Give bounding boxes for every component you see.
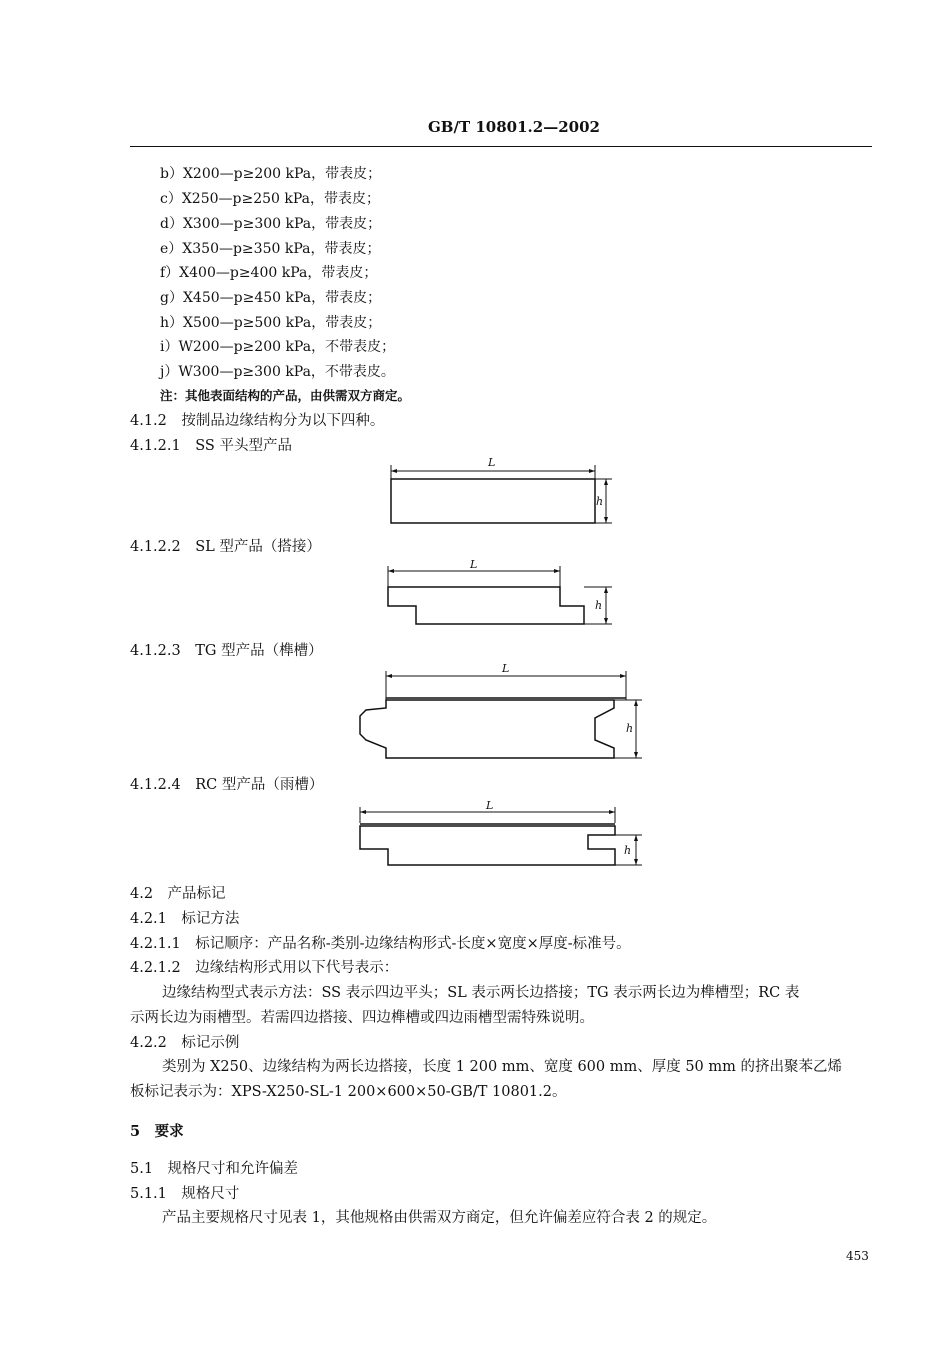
section-5-1-1: 5.1.1 规格尺寸 — [130, 1186, 240, 1202]
note: 注：其他表面结构的产品，由供需双方商定。 — [160, 388, 411, 403]
header-rule — [130, 146, 872, 147]
list-item: f）X400—p≥400 kPa，带表皮； — [160, 265, 378, 281]
list-item: e）X350—p≥350 kPa，带表皮； — [160, 241, 381, 257]
sl-profile-figure — [380, 555, 620, 630]
section-4-2-1: 4.2.1 标记方法 — [130, 911, 240, 927]
paragraph: 类别为 X250、边缘结构为两长边搭接，长度 1 200 mm、宽度 600 mm、厚度 50 mm 的挤出聚苯乙烯 — [162, 1059, 843, 1075]
rc-profile-figure — [350, 795, 650, 870]
list-item: j）W300—p≥300 kPa，不带表皮。 — [160, 364, 395, 380]
tg-profile-figure — [350, 660, 650, 765]
sl-length-label: L — [470, 558, 478, 571]
paragraph: 产品主要规格尺寸见表 1，其他规格由供需双方商定，但允许偏差应符合表 2 的规定。 — [162, 1210, 717, 1226]
list-item: d）X300—p≥300 kPa，带表皮； — [160, 216, 382, 232]
page-number: 453 — [846, 1249, 869, 1263]
sl-height-label: h — [595, 599, 603, 612]
section-4-1-2-2: 4.1.2.2 SL 型产品（搭接） — [130, 539, 321, 555]
section-5-1: 5.1 规格尺寸和允许偏差 — [130, 1161, 299, 1177]
section-4-2-2: 4.2.2 标记示例 — [130, 1035, 240, 1051]
tg-height-label: h — [626, 722, 634, 735]
paragraph: 板标记表示为：XPS-X250-SL-1 200×600×50-GB/T 10801.2。 — [130, 1084, 567, 1100]
ss-length-label: L — [488, 456, 496, 469]
rc-length-label: L — [486, 799, 494, 812]
list-item: b）X200—p≥200 kPa，带表皮； — [160, 166, 382, 182]
list-item: c）X250—p≥250 kPa，带表皮； — [160, 191, 381, 207]
section-4-1-2-1: 4.1.2.1 SS 平头型产品 — [130, 438, 292, 454]
section-5: 5 要求 — [130, 1123, 184, 1140]
tg-length-label: L — [502, 662, 510, 675]
list-item: g）X450—p≥450 kPa，带表皮； — [160, 290, 382, 306]
standard-header: GB/T 10801.2—2002 — [428, 118, 600, 136]
ss-profile-figure — [380, 455, 620, 535]
paragraph: 边缘结构型式表示方法：SS 表示四边平头；SL 表示两长边搭接；TG 表示两长边为榫槽型；RC 表 — [162, 985, 800, 1001]
section-4-2-1-1: 4.2.1.1 标记顺序：产品名称-类别-边缘结构形式-长度×宽度×厚度-标准号。 — [130, 936, 631, 952]
section-4-2: 4.2 产品标记 — [130, 886, 226, 902]
list-item: h）X500—p≥500 kPa，带表皮； — [160, 315, 382, 331]
section-4-1-2-4: 4.1.2.4 RC 型产品（雨槽） — [130, 777, 324, 793]
section-4-1-2: 4.1.2 按制品边缘结构分为以下四种。 — [130, 413, 385, 429]
section-4-1-2-3: 4.1.2.3 TG 型产品（榫槽） — [130, 643, 323, 659]
list-item: i）W200—p≥200 kPa，不带表皮； — [160, 339, 396, 355]
rc-height-label: h — [624, 844, 632, 857]
paragraph: 示两长边为雨槽型。若需四边搭接、四边榫槽或四边雨槽型需特殊说明。 — [130, 1010, 594, 1026]
section-4-2-1-2: 4.2.1.2 边缘结构形式用以下代号表示： — [130, 960, 399, 976]
ss-height-label: h — [596, 495, 604, 508]
